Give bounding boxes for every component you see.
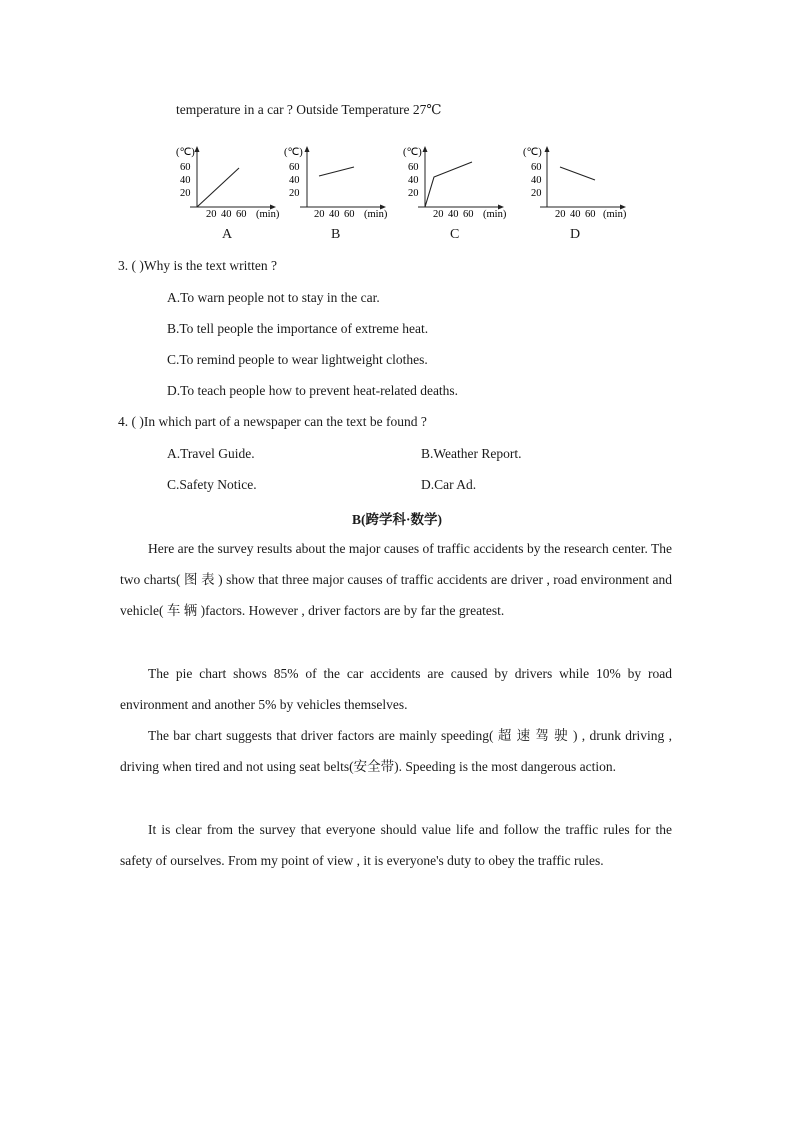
question-3-option-d: D.To teach people how to prevent heat-related deaths. [167,383,459,398]
graph-c-y-tick: 40 [408,175,419,186]
graph-d-svg [522,140,642,230]
graph-a-x-tick: 60 [236,209,247,220]
graph-d-y-unit: (℃) [523,147,542,158]
graph-c-letter: C [450,227,460,242]
question-3-stem: 3. ( )Why is the text written ? [118,258,277,273]
graph-b [282,140,402,240]
question-3-option-b: B.To tell people the importance of extreme heat. [167,321,429,336]
paragraph-4: It is clear from the survey that everyone should value life and follow the traffic rules for the safety of ourselves. From my point of view , it is everyone's duty to obey the traffic rules. [120,822,672,869]
graph-c-y-tick: 20 [408,188,419,199]
graph-c-x-tick: 40 [448,209,459,220]
graph-d-line [560,167,595,180]
question-4-option-c: C.Safety Notice. [167,477,257,492]
section-b-title: B(跨学科·数学) [352,512,442,527]
graph-a-y-tick: 20 [180,188,191,199]
graph-b-y-tick: 60 [289,162,300,173]
graph-a-x-unit: (min) [256,209,280,220]
question-intro: temperature in a car ? Outside Temperature 27℃ [176,102,442,117]
graph-b-y-tick: 40 [289,175,300,186]
paragraph-3: The bar chart suggests that driver factors are mainly speeding( 超 速 驾 驶 ) , drunk driving , driving when tired and not using seat belts(安全带). Speeding is the most dangerous action. [120,728,672,775]
question-4-option-b: B.Weather Report. [421,446,522,461]
graph-c-y-tick: 60 [408,162,419,173]
graph-a-svg [172,140,292,230]
graph-c-svg [400,140,520,230]
graph-a-y-tick: 60 [180,162,191,173]
graph-a-x-tick: 40 [221,209,232,220]
graph-b-y-arrow [305,146,310,152]
graph-a-letter: A [222,227,233,242]
paragraph-2: The pie chart shows 85% of the car accidents are caused by drivers while 10% by road environment and another 5% by vehicles themselves. [120,666,672,713]
graph-d [522,140,642,240]
graph-c-x-tick: 60 [463,209,474,220]
graph-a-y-arrow [195,146,200,152]
graph-d-x-tick: 60 [585,209,596,220]
graph-d-y-tick: 20 [531,188,542,199]
graph-c-x-unit: (min) [483,209,507,220]
graph-b-svg [282,140,402,230]
graph-c [400,140,520,240]
question-4-stem: 4. ( )In which part of a newspaper can the text be found ? [118,414,427,429]
graph-d-x-tick: 40 [570,209,581,220]
graph-b-line [319,167,354,176]
graph-d-x-tick: 20 [555,209,566,220]
question-3-option-a: A.To warn people not to stay in the car. [167,290,380,305]
graph-c-x-tick: 20 [433,209,444,220]
graph-b-x-tick: 20 [314,209,325,220]
graph-d-y-tick: 40 [531,175,542,186]
graph-d-letter: D [570,227,581,242]
graph-c-y-unit: (℃) [403,147,422,158]
graph-d-y-arrow [545,146,550,152]
graph-d-y-tick: 60 [531,162,542,173]
graph-c-y-arrow [423,146,428,152]
graph-a [172,140,292,240]
graph-a-y-unit: (℃) [176,147,195,158]
graph-b-x-tick: 40 [329,209,340,220]
graph-b-x-tick: 60 [344,209,355,220]
graph-a-x-tick: 20 [206,209,217,220]
question-4-option-d: D.Car Ad. [421,477,477,492]
graph-b-y-unit: (℃) [284,147,303,158]
graph-b-letter: B [331,227,341,242]
graph-b-x-unit: (min) [364,209,388,220]
graph-d-x-unit: (min) [603,209,627,220]
graph-a-line [197,168,239,207]
graph-c-line [425,162,472,207]
paragraph-1: Here are the survey results about the major causes of traffic accidents by the research center. The two charts( 图 表 ) show that three major causes of traffic accidents are driver , road environment and vehicle( 车 辆 )factors. However , driver factors are by far the greatest. [120,541,672,619]
graph-b-y-tick: 20 [289,188,300,199]
question-4-option-a: A.Travel Guide. [167,446,255,461]
graph-a-y-tick: 40 [180,175,191,186]
question-3-option-c: C.To remind people to wear lightweight clothes. [167,352,428,367]
